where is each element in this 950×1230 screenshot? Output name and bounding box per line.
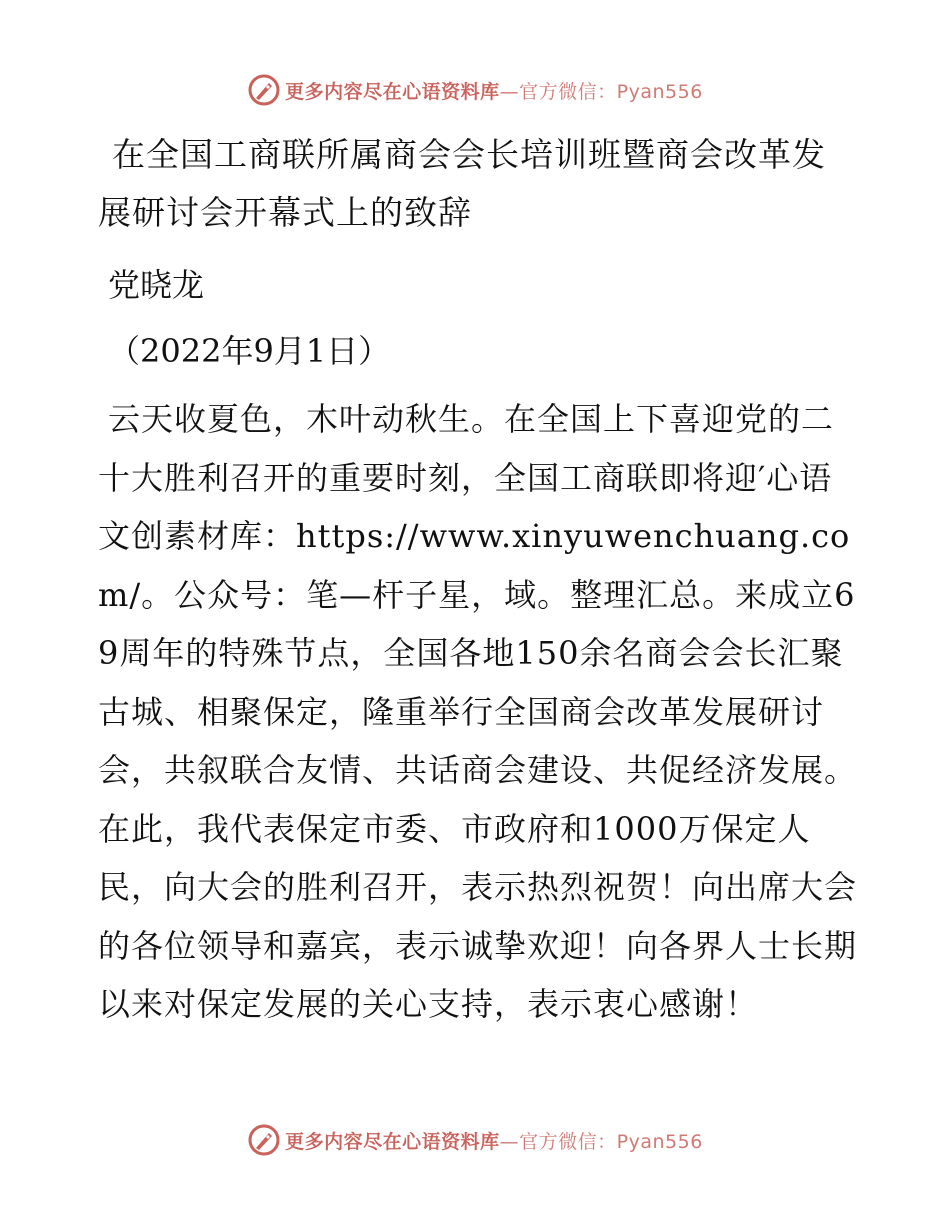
watermark-prefix: 更多内容尽在心语资料库 bbox=[285, 1130, 500, 1153]
watermark-text bbox=[285, 77, 703, 104]
document-body bbox=[98, 126, 858, 1034]
watermark-prefix: 更多内容尽在心语资料库 bbox=[285, 80, 500, 103]
document-paragraph: 云天收夏色，木叶动秋生。在全国上下喜迎党的二十大胜利召开的重要时刻，全国工商联即将迎′心语文创素材库：https://www.xinyuwenchuang.com/。公众号：笔—杆子星，域。整理汇总。来成立69周年的特殊节点，全国各地150余名商会会长汇聚古城、相聚保定，隆重举行全国商会改革发展研讨会，共叙联合友情、共话商会建设、共促经济发展。在此，我代表保定市委、市政府和1000万保定人民，向大会的胜利召开，表示热烈祝贺！向出席大会的各位领导和嘉宾，表示诚挚欢迎！向各界人士长期以来对保定发展的关心支持，表示衷心感谢！ bbox=[98, 400, 858, 1023]
watermark-suffix: 官方微信：Pyan556 bbox=[519, 1130, 703, 1153]
watermark-text bbox=[285, 1127, 703, 1154]
pen-nib-logo-icon bbox=[247, 1123, 281, 1157]
pen-nib-logo-icon bbox=[247, 73, 281, 107]
document-date: （2022年9月1日） bbox=[108, 332, 391, 370]
footer-watermark-banner bbox=[0, 1120, 950, 1160]
header-watermark-banner bbox=[0, 70, 950, 110]
watermark-dash: — bbox=[499, 80, 520, 103]
watermark-dash: — bbox=[499, 1130, 520, 1153]
document-title: 在全国工商联所属商会会长培训班暨商会改革发展研讨会开幕式上的致辞 bbox=[98, 135, 826, 232]
document-author: 党晓龙 bbox=[108, 266, 205, 304]
watermark-suffix: 官方微信：Pyan556 bbox=[519, 80, 703, 103]
